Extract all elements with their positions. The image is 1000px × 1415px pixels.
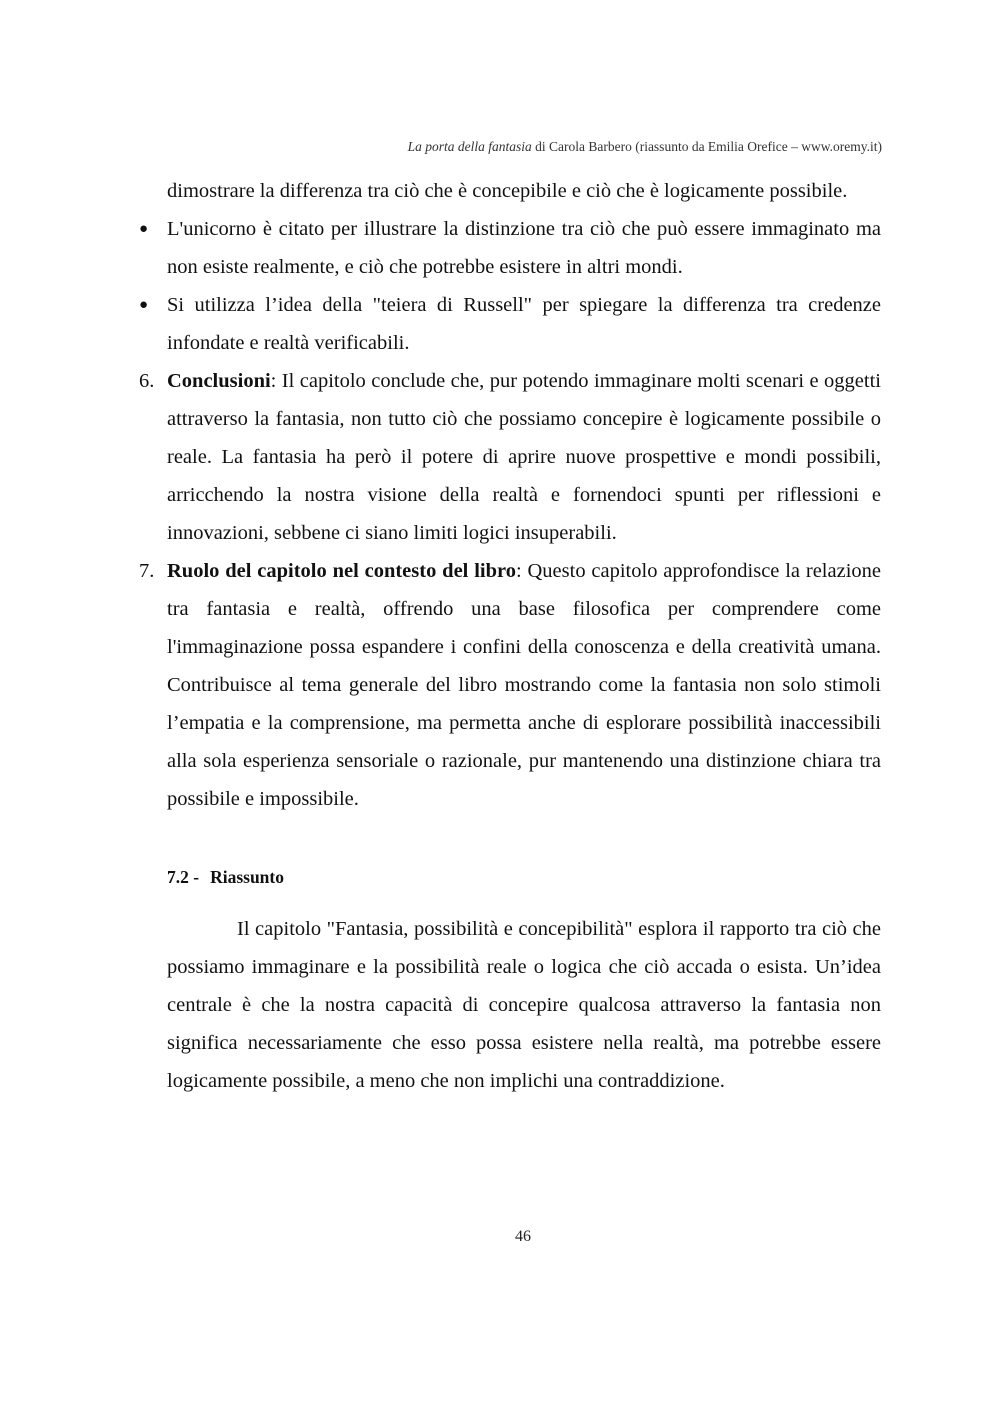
item-text: : Il capitolo conclude che, pur potendo immaginare molti scenari e oggetti attraverso la fantasia, non tutto ciò che possiamo concepire è logicamente possibile o reale. La fantasia ha però il potere di aprire nuove prospettive e mondi possibili, arricchendo la nostra visione della realtà e fornendoci spunti per riflessioni e innovazioni, sebbene ci siano limiti logici insuperabili. <box>167 370 881 544</box>
page-body <box>139 172 881 1100</box>
item-title: Ruolo del capitolo nel contesto del libro <box>167 560 516 582</box>
bullet-text: Si utilizza l’idea della "teiera di Russell" per spiegare la differenza tra credenze infondate e realtà verificabili. <box>167 294 881 354</box>
item-number: 6. <box>139 370 155 392</box>
page-number: 46 <box>515 1228 531 1245</box>
numbered-item-ruolo <box>139 552 881 818</box>
bullet-dot-icon: ● <box>139 297 149 313</box>
summary-paragraph: Il capitolo "Fantasia, possibilità e concepibilità" esplora il rapporto tra ciò che possiamo immaginare e la possibilità reale o logica che ciò accada o esista. Un’idea centrale è che la nostra capacità di concepire qualcosa attraverso la fantasia non significa necessariamente che esso possa esistere nella realtà, ma potrebbe essere logicamente possibile, a meno che non implichi una contraddizione. <box>167 918 881 1092</box>
section-heading <box>167 858 881 896</box>
section-number: 7.2 - <box>167 867 200 887</box>
bullet-text: L'unicorno è citato per illustrare la distinzione tra ciò che può essere immaginato ma non esiste realmente, e ciò che potrebbe esistere in altri mondi. <box>167 218 881 278</box>
section-title: Riassunto <box>210 867 284 887</box>
running-header <box>408 139 882 155</box>
header-book-title: La porta della fantasia <box>407 139 532 154</box>
item-number: 7. <box>139 560 155 582</box>
bullet-item <box>139 210 881 286</box>
bullet-dot-icon: ● <box>139 221 149 237</box>
header-author-info: di Carola Barbero (riassunto da Emilia Orefice – www.oremy.it) <box>531 139 882 154</box>
numbered-item-conclusioni <box>139 362 881 552</box>
bullet-item <box>139 286 881 362</box>
continuation-paragraph: dimostrare la differenza tra ciò che è concepibile e ciò che è logicamente possibile. <box>167 180 848 202</box>
item-title: Conclusioni <box>167 370 271 392</box>
item-text: : Questo capitolo approfondisce la relazione tra fantasia e realtà, offrendo una base filosofica per comprendere come l'immaginazione possa espandere i confini della conoscenza e della creatività umana. Contribuisce al tema generale del libro mostrando come la fantasia non solo stimoli l’empatia e la comprensione, ma permetta anche di esplorare possibilità inaccessibili alla sola esperienza sensoriale o razionale, pur mantenendo una distinzione chiara tra possibile e impossibile. <box>167 560 881 810</box>
